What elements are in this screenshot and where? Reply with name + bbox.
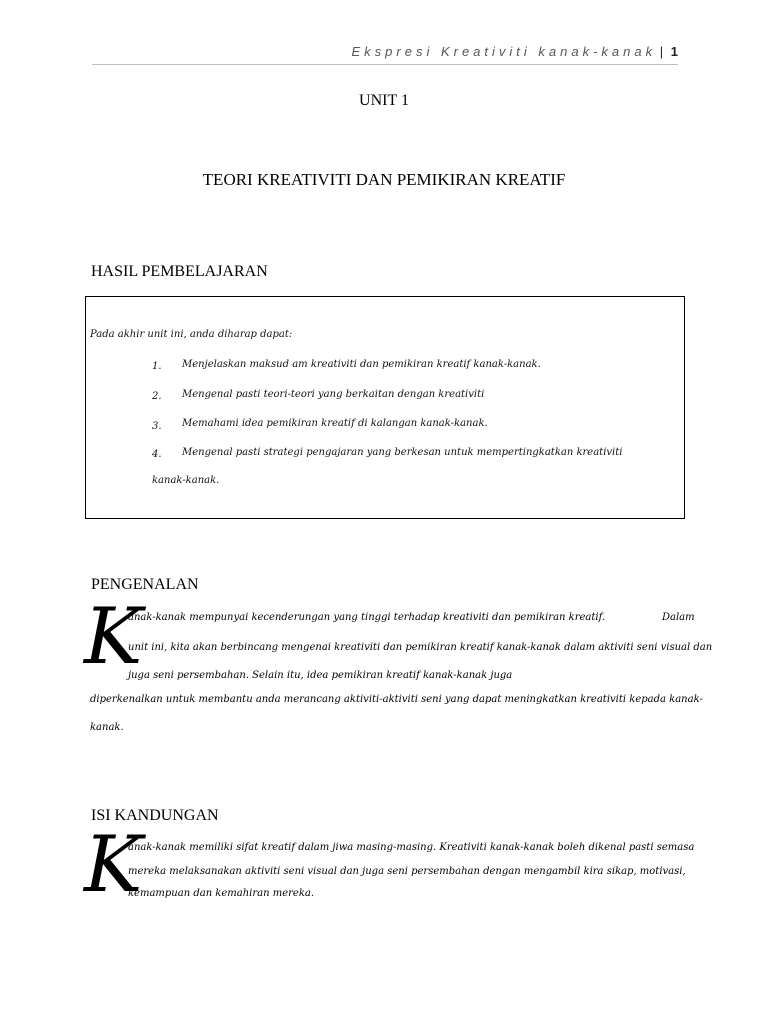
list-item: Menjelaskan maksud am kreativiti dan pemikiran kreatif kanak-kanak.: [182, 359, 541, 370]
list-item-number: 4.: [152, 449, 162, 460]
paragraph-line: anak-kanak memiliki sifat kreatif dalam jiwa masing-masing. Kreativiti kanak-kanak boleh dikenal pasti semasa: [128, 842, 695, 853]
list-item-continuation: kanak-kanak.: [152, 475, 220, 486]
header-separator: |: [659, 44, 664, 59]
paragraph-line: mereka melaksanakan aktiviti seni visual dan juga seni persembahan dengan mengambil kira sikap, motivasi,: [128, 866, 686, 877]
dropcap-letter: K: [84, 820, 143, 910]
list-item: Memahami idea pemikiran kreatif di kalangan kanak-kanak.: [182, 418, 488, 429]
list-item-number: 1.: [152, 361, 162, 372]
page-number: 1: [670, 44, 678, 59]
paragraph-line: unit ini, kita akan berbincang mengenai kreativiti dan pemikiran kreatif kanak-kanak dalam aktiviti seni visual dan: [128, 642, 713, 653]
list-item-number: 2.: [152, 391, 162, 402]
paragraph-line: juga seni persembahan. Selain itu, idea pemikiran kreatif kanak-kanak juga: [128, 670, 513, 681]
content-heading: ISI KANDUNGAN: [91, 807, 219, 824]
outcomes-heading: HASIL PEMBELAJARAN: [91, 263, 268, 280]
header-divider: [92, 64, 678, 65]
dropcap-letter: K: [84, 592, 143, 682]
outcomes-box: [85, 296, 685, 519]
intro-heading: PENGENALAN: [91, 576, 199, 593]
list-item: Mengenal pasti teori-teori yang berkaitan dengan kreativiti: [182, 389, 485, 400]
header-title: Ekspresi Kreativiti kanak-kanak: [351, 44, 657, 59]
list-item: Mengenal pasti strategi pengajaran yang berkesan untuk mempertingkatkan kreativiti: [182, 447, 623, 458]
paragraph-line: kemampuan dan kemahiran mereka.: [128, 888, 315, 899]
paragraph-line: anak-kanak mempunyai kecenderungan yang tinggi terhadap kreativiti dan pemikiran kreatif.: [128, 612, 606, 623]
unit-label: UNIT 1: [359, 92, 409, 109]
paragraph-line: kanak.: [90, 722, 124, 733]
paragraph-line: Dalam: [662, 612, 695, 623]
page-title: TEORI KREATIVITI DAN PEMIKIRAN KREATIF: [202, 170, 566, 189]
running-header: [351, 44, 678, 59]
paragraph-line: diperkenalkan untuk membantu anda merancang aktiviti-aktiviti seni yang dapat meningkatkan kreativiti kepada kanak-: [90, 694, 703, 705]
list-item-number: 3.: [152, 421, 162, 432]
outcomes-intro: Pada akhir unit ini, anda diharap dapat:: [90, 329, 293, 340]
